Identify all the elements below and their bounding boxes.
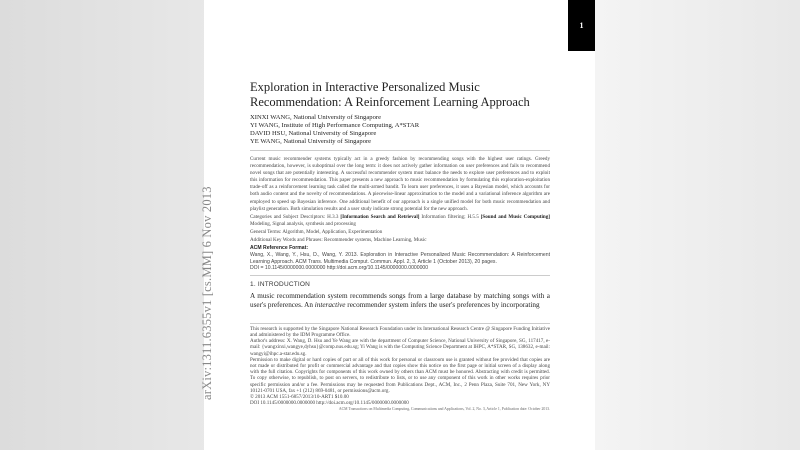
categories: Categories and Subject Descriptors: H.3.3 [Information Search and Retrieval] Information filtering; H.5.5 [Sound and Music Computing] Modeling, Signal analysis, synthesis and processing bbox=[250, 213, 550, 227]
intro-paragraph: A music recommendation system recommends songs from a large database by matching songs with a user's preferences. An interactive recommender system infers the user's preferences by incorporating bbox=[250, 292, 550, 310]
footnote-permission: Permission to make digital or hard copies of part or all of this work for personal or classroom use is granted without fee provided that copies are not made or distributed for profit or commercial advantage and that copies show this notice on the first page or initial screen of a display along with the full citation. Copyrights for components of this work owned by others than ACM must be honored. Abstracting with credit is permitted. To copy otherwise, to republish, to post on servers, to redistribute to lists, or to use any component of this work in other works requires prior specific permission and/or a fee. Permissions may be requested from Publications Dept., ACM, Inc., 2 Penn Plaza, Suite 701, New York, NY 10121-0701 USA, fax +1 (212) 869-0481, or permissions@acm.org. bbox=[250, 356, 550, 394]
footnotes bbox=[250, 326, 550, 407]
footnote-doi: DOI 10.1145/0000000.0000000 http://doi.acm.org/10.1145/0000000.0000000 bbox=[250, 400, 409, 407]
divider bbox=[250, 275, 550, 276]
abstract: Current music recommender systems typically act in a greedy fashion by recommending songs with the highest user ratings. Greedy recommendation, however, is suboptimal over the long term: it does not actively gather information on user preferences and fails to recommend novel songs that are potentially interesting. A successful recommender system must balance the needs to explore user preferences and to exploit this information for recommendation. This paper presents a new approach to music recommendation by formulating this exploration-exploitation trade-off as a reinforcement learning task called the multi-armed bandit. To learn user preferences, it uses a Bayesian model, which accounts for both audio content and the novelty of recommendations. A piecewise-linear approximation to the model and a variational inference algorithm are employed to speed up Bayesian inference. One additional benefit of our approach is a single unified model for both music recommendation and playlist generation. Both simulation results and a user study indicate strong potential for the new approach. bbox=[250, 156, 550, 212]
abstract-block bbox=[250, 156, 550, 271]
keywords: Additional Key Words and Phrases: Recommender systems, Machine Learning, Music bbox=[250, 237, 427, 244]
author: YI WANG, Institute of High Performance Computing, A*STAR bbox=[250, 122, 420, 129]
footnote-funding: This research is supported by the Singapore National Research Foundation under its International Research Centre @ Singapore Funding Initiative and administered by the IDM Programme Office. bbox=[250, 325, 550, 338]
author: XINXI WANG, National University of Singapore bbox=[250, 114, 381, 121]
divider bbox=[250, 150, 550, 151]
author: YE WANG, National University of Singapore bbox=[250, 138, 372, 145]
author-list bbox=[250, 114, 550, 146]
general-terms: General Terms: Algorithm, Model, Application, Experimentation bbox=[250, 228, 383, 235]
paper-title: Exploration in Interactive Personalized Music Recommendation: A Reinforcement Learning Approach bbox=[250, 80, 530, 109]
page-content bbox=[250, 80, 550, 412]
page-number: 1 bbox=[579, 21, 584, 30]
right-background bbox=[595, 0, 800, 450]
arxiv-stamp: arXiv:1311.6355v1 [cs.MM] 6 Nov 2013 bbox=[200, 186, 214, 400]
author: DAVID HSU, National University of Singapore bbox=[250, 130, 377, 137]
section-heading: 1. INTRODUCTION bbox=[250, 281, 311, 289]
footnote-divider bbox=[250, 323, 550, 324]
acm-doi: DOI = 10.1145/0000000.0000000 http://doi.acm.org/10.1145/0000000.0000000 bbox=[250, 264, 429, 271]
acm-ref-heading: ACM Reference Format: bbox=[250, 245, 309, 252]
running-footer: ACM Transactions on Multimedia Computing, Communications and Applications, Vol. 2, No. 3, Article 1, Publication date: October 2013. bbox=[338, 407, 550, 412]
footnote-copyright: © 2013 ACM 1551-6857/2013/10-ART1 $10.00 bbox=[250, 393, 349, 400]
page-number-tab bbox=[568, 0, 595, 51]
footnote-address: Author's address: X. Wang, D. Hsu and Ye Wang are with the department of Computer Science, National University of Singapore, SG, 117417, e-mail: {wangxinxi,wangye,dyhsu}@comp.nus.edu.sg; Yi Wang is with the Computing Science Department at IHPC, A*STAR, SG, 138632, e-mail: wangyi@ihpc.a-star.edu.sg. bbox=[250, 338, 550, 357]
acm-reference: Wang, X., Wang, Y., Hsu, D., Wang, Y. 2013. Exploration in Interactive Personalized Music Recommendation: A Reinforcement Learning Approach. ACM Trans. Multimedia Comput. Commun. Appl. 2, 3, Article 1 (October 2013), 20 pages. bbox=[250, 252, 550, 265]
